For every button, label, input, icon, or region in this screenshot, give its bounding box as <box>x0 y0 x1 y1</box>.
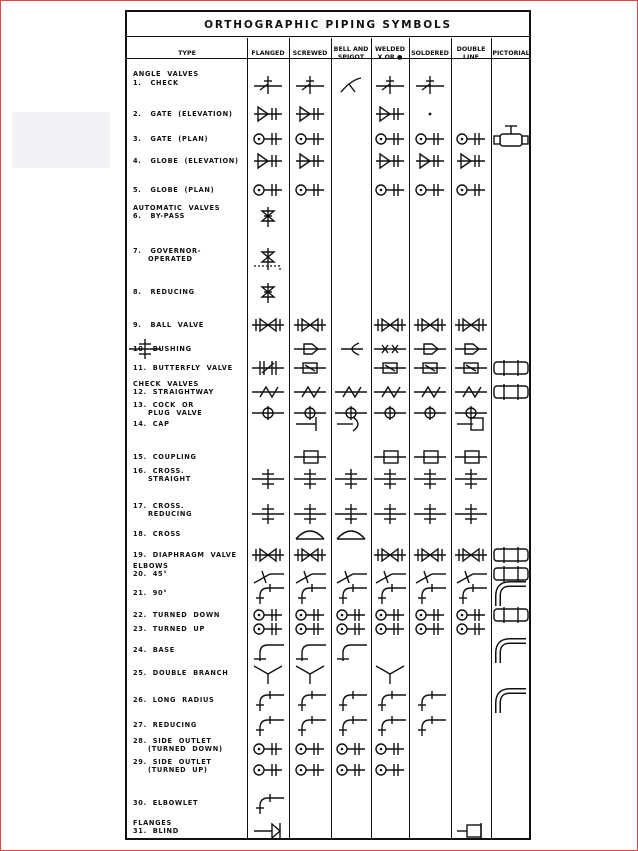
piping-symbol-screwed <box>292 639 328 661</box>
piping-symbol-screwed <box>292 128 328 150</box>
pictorial-pipe-icon <box>492 377 530 407</box>
piping-symbol-flanged <box>250 582 286 604</box>
piping-symbols-chart <box>125 10 531 840</box>
column-divider <box>491 38 492 838</box>
piping-symbol-flanged <box>250 248 286 270</box>
piping-symbol-double-line <box>453 413 489 435</box>
column-divider <box>409 38 410 838</box>
symbol-type-label: 14. CAP <box>133 420 170 428</box>
chart-title: ORTHOGRAPHIC PIPING SYMBOLS <box>204 19 452 31</box>
piping-symbol-screwed <box>292 413 328 435</box>
piping-symbol-flanged <box>250 357 286 379</box>
col-screwed-header: SCREWED <box>292 50 328 57</box>
symbol-type-label: FLANGES 31. BLIND <box>133 819 179 835</box>
piping-symbol-soldered <box>412 179 448 201</box>
piping-symbol-welded <box>372 357 408 379</box>
col-flanged-header: FLANGED <box>251 50 285 57</box>
piping-symbol-bell-spigot <box>333 413 369 435</box>
piping-symbol-double-line <box>453 468 489 490</box>
piping-symbol-flanged <box>250 314 286 336</box>
col-soldered-header: SOLDERED <box>411 50 449 57</box>
piping-symbol-welded <box>372 689 408 711</box>
symbol-type-label: 24. BASE <box>133 646 175 654</box>
piping-symbol-screwed <box>292 759 328 781</box>
col-type-header: TYPE <box>178 50 196 57</box>
column-divider <box>451 38 452 838</box>
pictorial-valve-icon <box>492 124 530 154</box>
piping-symbol-screwed <box>292 738 328 760</box>
piping-symbol-flanged <box>250 662 286 684</box>
piping-symbol-bell-spigot <box>333 338 369 360</box>
piping-symbol-soldered <box>412 503 448 525</box>
piping-symbol-soldered <box>412 381 448 403</box>
piping-symbol-welded <box>372 468 408 490</box>
piping-symbol-soldered <box>412 689 448 711</box>
symbol-type-label: 27. REDUCING <box>133 721 198 729</box>
piping-symbol-bell-spigot <box>333 689 369 711</box>
piping-symbol-bell-spigot <box>333 714 369 736</box>
piping-symbol-double-line <box>453 446 489 468</box>
piping-symbol-screwed <box>292 689 328 711</box>
piping-symbol-welded <box>372 150 408 172</box>
piping-symbol-flanged <box>250 759 286 781</box>
piping-symbol-soldered <box>412 357 448 379</box>
piping-symbol-bell-spigot <box>333 738 369 760</box>
symbol-type-label: 15. COUPLING <box>133 453 197 461</box>
background-patch <box>12 112 110 168</box>
piping-symbol-screwed <box>292 179 328 201</box>
symbol-type-label: 3. GATE (PLAN) <box>133 135 209 143</box>
pictorial-elbow-icon <box>492 685 530 715</box>
piping-symbol-bell-spigot <box>333 468 369 490</box>
piping-symbol-flanged <box>250 128 286 150</box>
piping-symbol-undefined <box>127 338 163 360</box>
piping-symbol-soldered <box>412 128 448 150</box>
piping-symbol-welded <box>372 582 408 604</box>
symbol-type-label: 13. COCK OR PLUG VALVE <box>133 401 203 417</box>
piping-symbol-soldered <box>412 714 448 736</box>
piping-symbol-double-line <box>453 150 489 172</box>
column-divider <box>247 38 248 838</box>
symbol-type-label: ANGLE VALVES <box>133 70 199 78</box>
piping-symbol-soldered <box>412 618 448 640</box>
piping-symbol-bell-spigot <box>333 759 369 781</box>
piping-symbol-bell-spigot <box>333 582 369 604</box>
title-divider <box>127 36 529 37</box>
piping-symbol-double-line <box>453 618 489 640</box>
piping-symbol-soldered <box>412 103 448 125</box>
piping-symbol-soldered <box>412 402 448 424</box>
symbol-type-label: 8. REDUCING <box>133 288 195 296</box>
piping-symbol-bell-spigot <box>333 381 369 403</box>
symbol-type-label: 16. CROSS. STRAIGHT <box>133 467 191 483</box>
symbol-type-label: 9. BALL VALVE <box>133 321 204 329</box>
symbol-type-label: 4. GLOBE (ELEVATION) <box>133 157 239 165</box>
pictorial-pipe-icon <box>492 600 530 630</box>
col-welded-header: WELDED X OR ● <box>374 46 405 61</box>
symbol-type-label: 10. BUSHING <box>133 345 192 353</box>
symbol-type-label: AUTOMATIC VALVES 6. BY-PASS <box>133 204 221 220</box>
symbol-type-label: 19. DIAPHRAGM VALVE <box>133 551 237 559</box>
piping-symbol-screwed <box>292 714 328 736</box>
piping-symbol-screwed <box>292 582 328 604</box>
col-bell-spigot-header: BELL AND SPIGOT <box>333 46 369 61</box>
symbol-type-label: 18. CROSS <box>133 530 181 538</box>
symbol-type-label: 23. TURNED UP <box>133 625 205 633</box>
piping-symbol-flanged <box>250 738 286 760</box>
symbol-type-label: 2. GATE (ELEVATION) <box>133 110 233 118</box>
symbol-type-label: 1. CHECK <box>133 79 179 87</box>
piping-symbol-screwed <box>292 446 328 468</box>
piping-symbol-screwed <box>292 503 328 525</box>
piping-symbol-flanged <box>250 205 286 227</box>
piping-symbol-screwed <box>292 103 328 125</box>
piping-symbol-welded <box>372 446 408 468</box>
piping-symbol-flanged <box>250 792 286 814</box>
piping-symbol-screwed <box>292 357 328 379</box>
piping-symbol-flanged <box>250 820 286 842</box>
piping-symbol-flanged <box>250 468 286 490</box>
piping-symbol-double-line <box>453 357 489 379</box>
piping-symbol-bell-spigot <box>333 523 369 545</box>
piping-symbol-double-line <box>453 381 489 403</box>
symbol-type-label: 21. 90° <box>133 589 168 597</box>
piping-symbol-flanged <box>250 381 286 403</box>
piping-symbol-welded <box>372 759 408 781</box>
piping-symbol-soldered <box>412 72 448 94</box>
piping-symbol-flanged <box>250 503 286 525</box>
piping-symbol-welded <box>372 381 408 403</box>
col-double-line-header: DOUBLE LINE <box>456 46 486 61</box>
piping-symbol-bell-spigot <box>333 503 369 525</box>
symbol-type-label: 25. DOUBLE BRANCH <box>133 669 229 677</box>
piping-symbol-welded <box>372 128 408 150</box>
piping-symbol-double-line <box>453 582 489 604</box>
piping-symbol-welded <box>372 103 408 125</box>
piping-symbol-welded <box>372 714 408 736</box>
piping-symbol-flanged <box>250 618 286 640</box>
symbol-type-label: 11. BUTTERFLY VALVE <box>133 364 233 372</box>
piping-symbol-soldered <box>412 314 448 336</box>
piping-symbol-soldered <box>412 446 448 468</box>
symbol-type-label: 17. CROSS. REDUCING <box>133 502 193 518</box>
piping-symbol-screwed <box>292 381 328 403</box>
piping-symbol-soldered <box>412 582 448 604</box>
piping-symbol-welded <box>372 662 408 684</box>
piping-symbol-screwed <box>292 150 328 172</box>
piping-symbol-screwed <box>292 468 328 490</box>
piping-symbol-bell-spigot <box>333 72 369 94</box>
piping-symbol-screwed <box>292 618 328 640</box>
symbol-type-label: 22. TURNED DOWN <box>133 611 221 619</box>
piping-symbol-flanged <box>250 103 286 125</box>
piping-symbol-screwed <box>292 314 328 336</box>
piping-symbol-soldered <box>412 150 448 172</box>
piping-symbol-screwed <box>292 72 328 94</box>
piping-symbol-flanged <box>250 179 286 201</box>
piping-symbol-double-line <box>453 503 489 525</box>
symbol-type-label: 28. SIDE OUTLET (TURNED DOWN) <box>133 737 223 753</box>
piping-symbol-double-line <box>453 179 489 201</box>
pictorial-elbow-icon <box>492 635 530 665</box>
piping-symbol-welded <box>372 402 408 424</box>
piping-symbol-welded <box>372 72 408 94</box>
column-divider <box>331 38 332 838</box>
symbol-type-label: 30. ELBOWLET <box>133 799 199 807</box>
piping-symbol-flanged <box>250 72 286 94</box>
piping-symbol-flanged <box>250 689 286 711</box>
symbol-type-label: ELBOWS 20. 45° <box>133 562 169 578</box>
piping-symbol-flanged <box>250 150 286 172</box>
symbol-type-label: 5. GLOBE (PLAN) <box>133 186 215 194</box>
symbol-type-label: 7. GOVERNOR- OPERATED <box>133 247 202 263</box>
col-pictorial-header: PICTORIAL <box>492 50 530 57</box>
piping-symbol-welded <box>372 503 408 525</box>
symbol-type-label: CHECK VALVES 12. STRAIGHTWAY <box>133 380 215 396</box>
column-divider <box>289 38 290 838</box>
piping-symbol-bell-spigot <box>333 618 369 640</box>
piping-symbol-welded <box>372 738 408 760</box>
symbol-type-label: 29. SIDE OUTLET (TURNED UP) <box>133 758 212 774</box>
piping-symbol-screwed <box>292 523 328 545</box>
piping-symbol-welded <box>372 179 408 201</box>
piping-symbol-double-line <box>453 128 489 150</box>
piping-symbol-screwed <box>292 662 328 684</box>
piping-symbol-double-line <box>453 820 489 842</box>
piping-symbol-welded <box>372 618 408 640</box>
piping-symbol-flanged <box>250 639 286 661</box>
piping-symbol-flanged <box>250 402 286 424</box>
piping-symbol-bell-spigot <box>333 639 369 661</box>
piping-symbol-welded <box>372 314 408 336</box>
piping-symbol-flanged <box>250 714 286 736</box>
piping-symbol-flanged <box>250 281 286 303</box>
piping-symbol-double-line <box>453 314 489 336</box>
piping-symbol-soldered <box>412 468 448 490</box>
symbol-type-label: 26. LONG RADIUS <box>133 696 215 704</box>
